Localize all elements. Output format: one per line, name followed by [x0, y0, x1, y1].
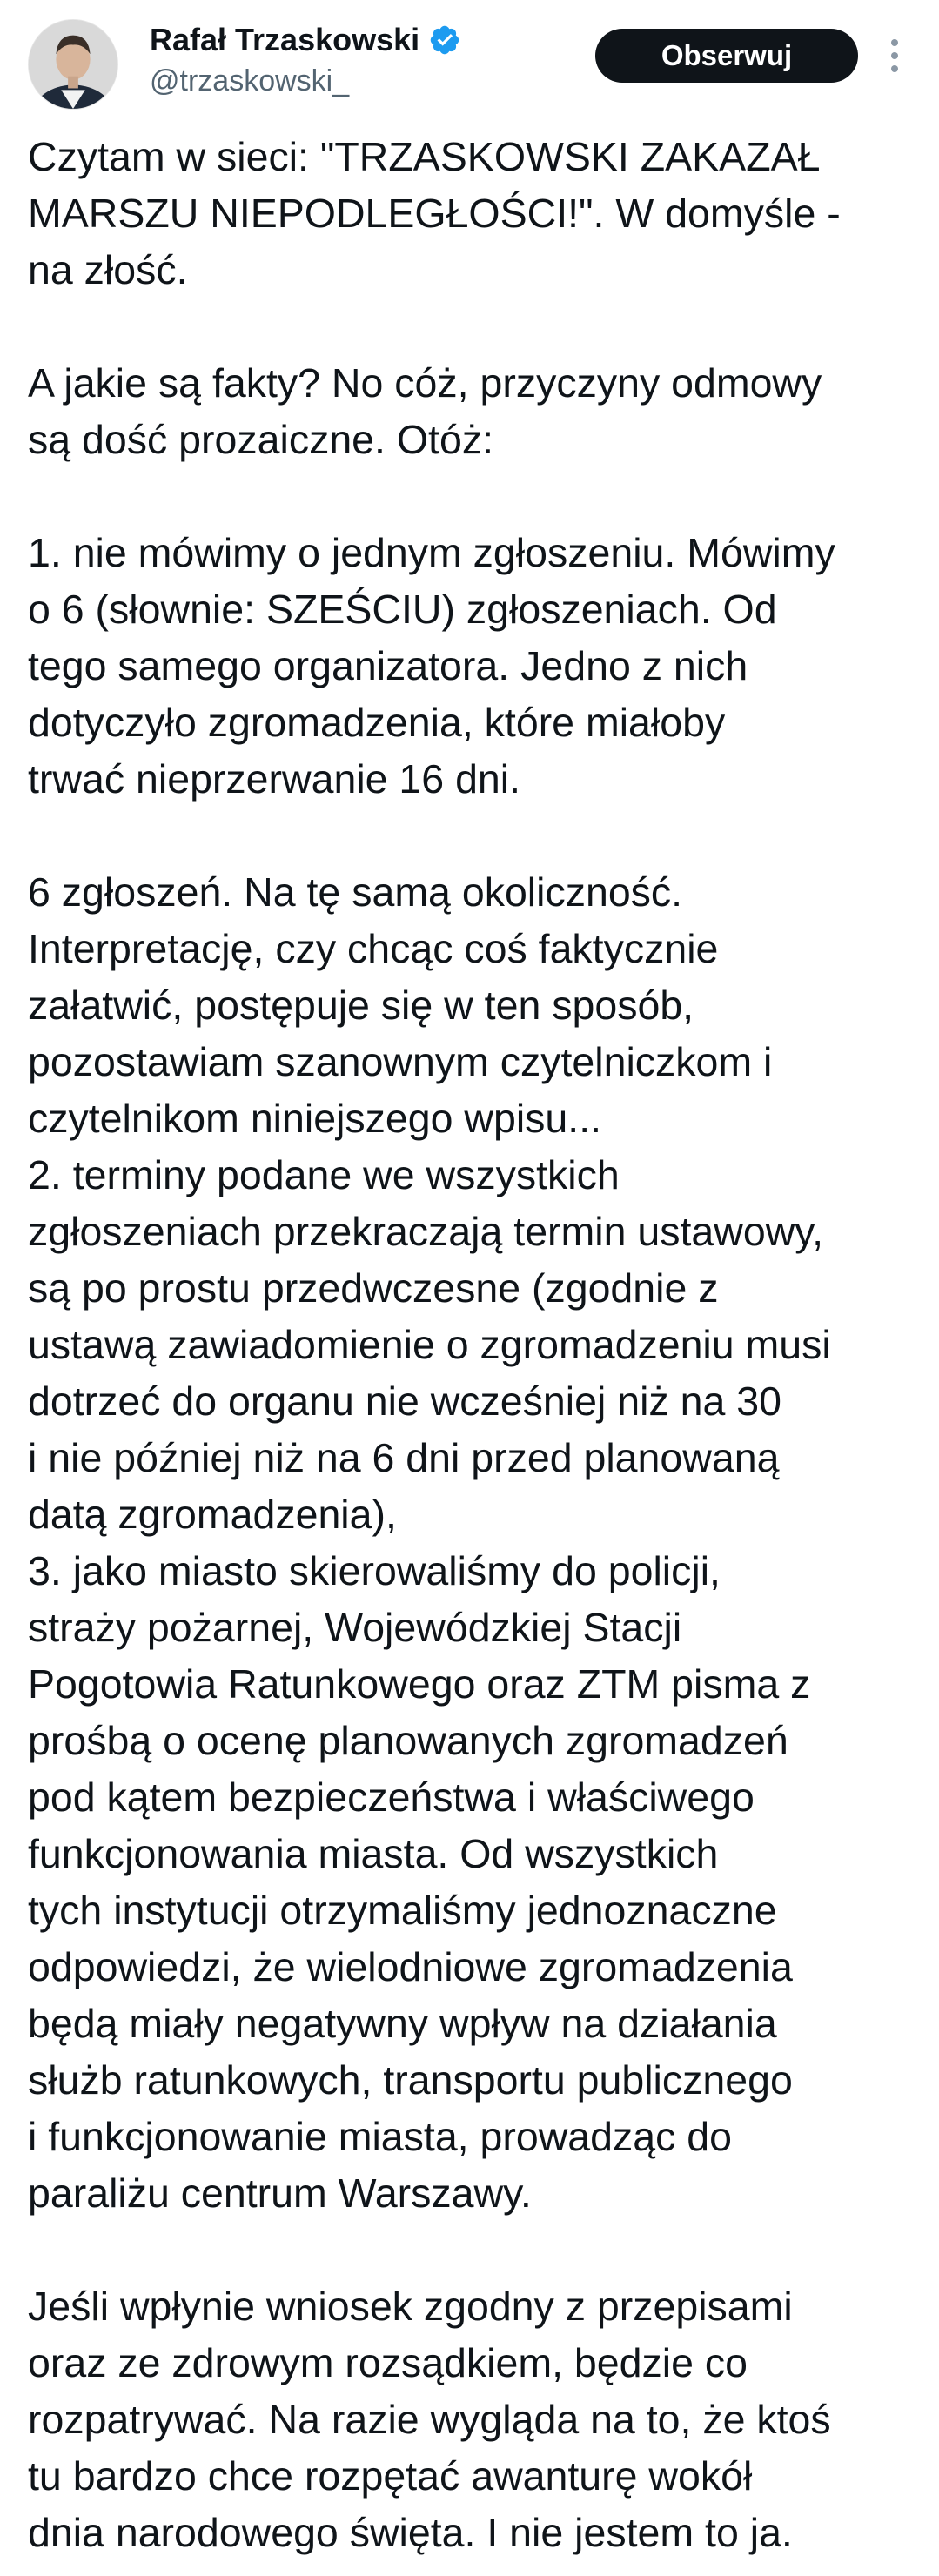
tweet-text-line: zgłoszeniach przekraczają termin ustawowy, [28, 1209, 824, 1254]
author-display-name[interactable]: Rafał Trzaskowski [150, 22, 420, 57]
tweet-text-line: o 6 (słownie: SZEŚCIU) zgłoszeniach. Od [28, 587, 777, 632]
tweet-text-line: odpowiedzi, że wielodniowe zgromadzenia [28, 1944, 793, 1989]
tweet-text-line: załatwić, postępuje się w ten sposób, [28, 983, 694, 1028]
tweet-text-line: dotyczyło zgromadzenia, które miałoby [28, 700, 726, 745]
tweet-text-line: funkcjonowania miasta. Od wszystkich [28, 1831, 719, 1876]
tweet-text-line [28, 299, 916, 355]
verified-badge-icon [428, 23, 461, 57]
tweet-text-line: i nie później niż na 6 dni przed planowaną [28, 1435, 780, 1480]
tweet-text-line: dotrzeć do organu nie wcześniej niż na 30 [28, 1379, 781, 1424]
tweet-text-line: MARSZU NIEPODLEGŁOŚCI!". W domyśle - [28, 191, 841, 236]
avatar[interactable] [28, 19, 118, 110]
tweet-text-line: pod kątem bezpieczeństwa i właściwego [28, 1774, 755, 1820]
tweet-text-line: na złość. [28, 247, 188, 292]
profile-photo [29, 20, 117, 109]
tweet-text-line: Pogotowia Ratunkowego oraz ZTM pisma z [28, 1661, 811, 1707]
tweet-text-line: trwać nieprzerwanie 16 dni. [28, 756, 521, 802]
tweet-text-line: Interpretację, czy chcąc coś faktycznie [28, 926, 719, 971]
tweet-text-line: prośbą o ocenę planowanych zgromadzeń [28, 1718, 788, 1763]
tweet-text-line [28, 2222, 916, 2278]
tweet-text [28, 129, 916, 2561]
tweet-text-line: będą miały negatywny wpływ na działania [28, 2001, 777, 2046]
tweet-text-line: oraz ze zdrowym rozsądkiem, będzie co [28, 2340, 748, 2385]
tweet-text-line: datą zgromadzenia), [28, 1492, 397, 1537]
tweet-text-line: paraliżu centrum Warszawy. [28, 2170, 532, 2216]
tweet-text-line [28, 468, 916, 525]
tweet-text-line [28, 808, 916, 864]
more-vertical-icon[interactable] [879, 31, 910, 80]
follow-button[interactable]: Obserwuj [595, 29, 858, 83]
tweet-text-line: pozostawiam szanownym czytelniczkom i [28, 1039, 773, 1084]
tweet-text-line: straży pożarnej, Wojewódzkiej Stacji [28, 1605, 682, 1650]
tweet-text-line: służb ratunkowych, transportu publicznego [28, 2057, 793, 2103]
tweet-text-line: dnia narodowego święta. I nie jestem to ja. [28, 2510, 793, 2555]
tweet-text-line: A jakie są fakty? No cóż, przyczyny odmowy [28, 360, 822, 406]
tweet-text-line: tu bardzo chce rozpętać awanturę wokół [28, 2453, 753, 2499]
tweet-text-line: i funkcjonowanie miasta, prowadząc do [28, 2114, 733, 2159]
tweet-text-line: są po prostu przedwczesne (zgodnie z [28, 1265, 719, 1311]
tweet-text-line: rozpatrywać. Na razie wygląda na to, że ktoś [28, 2397, 831, 2442]
tweet-text-line: Czytam w sieci: "TRZASKOWSKI ZAKAZAŁ [28, 134, 821, 179]
tweet-text-line: tego samego organizatora. Jedno z nich [28, 643, 748, 688]
tweet-text-line: tych instytucji otrzymaliśmy jednoznaczne [28, 1888, 777, 1933]
tweet-text-line: czytelnikom niniejszego wpisu... [28, 1096, 602, 1141]
tweet-text-line: 2. terminy podane we wszystkich [28, 1152, 620, 1197]
tweet-text-line: ustawą zawiadomienie o zgromadzeniu musi [28, 1322, 831, 1367]
tweet-header [0, 0, 939, 115]
tweet-text-line: są dość prozaiczne. Otóż: [28, 417, 493, 462]
author-handle[interactable]: @trzaskowski_ [150, 64, 350, 97]
tweet-text-line: 1. nie mówimy o jednym zgłoszeniu. Mówimy [28, 530, 835, 575]
tweet-text-line: Jeśli wpłynie wniosek zgodny z przepisami [28, 2284, 793, 2329]
author-name-row [150, 21, 461, 59]
tweet-text-line: 3. jako miasto skierowaliśmy do policji, [28, 1548, 721, 1593]
tweet-text-line: 6 zgłoszeń. Na tę samą okoliczność. [28, 869, 683, 915]
